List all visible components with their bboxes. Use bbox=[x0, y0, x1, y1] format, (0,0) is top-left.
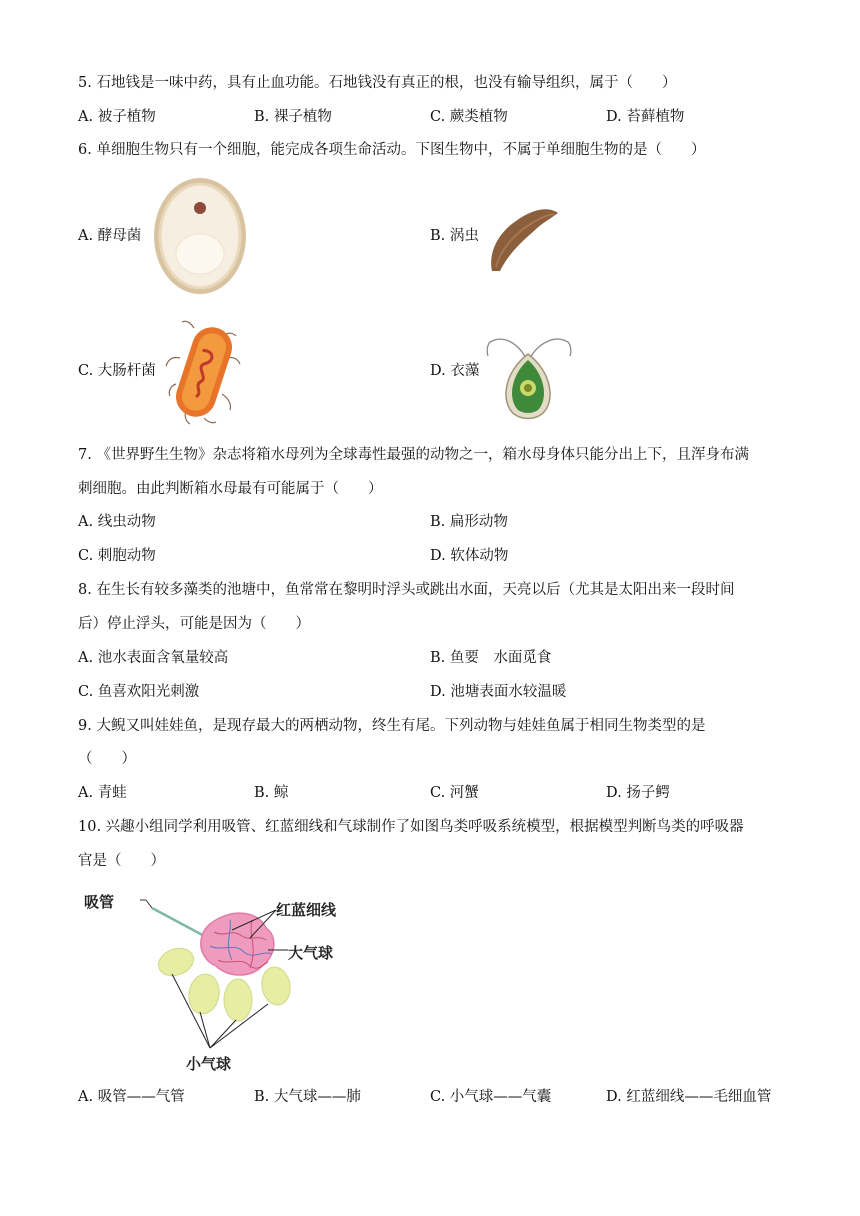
figure-label-straw: 吸管 bbox=[84, 893, 115, 911]
question-8-stem-line-1: 8. 在生长有较多藻类的池塘中，鱼常常在黎明时浮头或跳出水面，天亮以后（尤其是太阳出来一段时间 bbox=[78, 582, 735, 598]
question-7-stem-line-1: 7. 《世界野生生物》杂志将箱水母列为全球毒性最强的动物之一，箱水母身体只能分出上下，且浑身布满 bbox=[78, 447, 749, 463]
question-9-option-b[interactable]: B. 鲸 bbox=[254, 785, 289, 801]
question-5-option-c[interactable]: C. 蕨类植物 bbox=[430, 109, 508, 125]
question-8-option-d[interactable]: D. 池塘表面水较温暖 bbox=[430, 684, 567, 700]
question-5-option-d[interactable]: D. 苔藓植物 bbox=[606, 109, 685, 125]
question-6-option-b[interactable]: B. 涡虫 bbox=[430, 228, 479, 244]
question-10-option-b[interactable]: B. 大气球——肺 bbox=[254, 1089, 361, 1105]
question-8-option-c[interactable]: C. 鱼喜欢阳光刺激 bbox=[78, 684, 200, 700]
e-coli-image bbox=[164, 318, 244, 426]
question-5-stem: 5. 石地钱是一味中药，具有止血功能。石地钱没有真正的根，也没有输导组织，属于（ ） bbox=[78, 75, 677, 91]
chlamydomonas-image bbox=[484, 324, 574, 420]
question-6-stem: 6. 单细胞生物只有一个细胞，能完成各项生命活动。下图生物中，不属于单细胞生物的是（ ） bbox=[78, 142, 706, 158]
question-6-option-a[interactable]: A. 酵母菌 bbox=[78, 228, 142, 244]
question-9-option-a[interactable]: A. 青蛙 bbox=[78, 785, 127, 801]
yeast-cell-image bbox=[152, 176, 248, 296]
question-8-stem-line-2: 后）停止浮头，可能是因为（ ） bbox=[78, 616, 310, 632]
figure-label-big-balloon: 大气球 bbox=[288, 944, 334, 962]
question-7-option-d[interactable]: D. 软体动物 bbox=[430, 548, 509, 564]
question-10-option-a[interactable]: A. 吸管——气管 bbox=[78, 1089, 185, 1105]
question-6-option-d[interactable]: D. 衣藻 bbox=[430, 363, 480, 379]
question-9-stem-line-2: （ ） bbox=[78, 751, 136, 767]
question-7-stem-line-2: 刺细胞。由此判断箱水母最有可能属于（ ） bbox=[78, 481, 383, 497]
question-10-stem-line-1: 10. 兴趣小组同学利用吸管、红蓝细线和气球制作了如图鸟类呼吸系统模型，根据模型判断鸟类的呼吸器 bbox=[78, 819, 744, 835]
question-8-option-a[interactable]: A. 池水表面含氧量较高 bbox=[78, 650, 229, 666]
question-5-option-b[interactable]: B. 裸子植物 bbox=[254, 109, 332, 125]
question-10-option-c[interactable]: C. 小气球——气囊 bbox=[430, 1089, 552, 1105]
question-8-option-b[interactable]: B. 鱼要 水面觅食 bbox=[430, 650, 552, 666]
question-7-option-b[interactable]: B. 扁形动物 bbox=[430, 514, 508, 530]
question-7-option-c[interactable]: C. 刺胞动物 bbox=[78, 548, 156, 564]
figure-label-small-balloons: 小气球 bbox=[186, 1055, 232, 1073]
question-7-option-a[interactable]: A. 线虫动物 bbox=[78, 514, 156, 530]
question-10-option-d[interactable]: D. 红蓝细线——毛细血管 bbox=[606, 1089, 772, 1105]
question-10-stem-line-2: 官是（ ） bbox=[78, 853, 165, 869]
question-9-option-d[interactable]: D. 扬子鳄 bbox=[606, 785, 670, 801]
figure-label-red-blue-thread: 红蓝细线 bbox=[276, 901, 337, 919]
planarian-image bbox=[486, 203, 562, 275]
question-6-option-c[interactable]: C. 大肠杆菌 bbox=[78, 363, 156, 379]
question-9-option-c[interactable]: C. 河蟹 bbox=[430, 785, 479, 801]
question-9-stem-line-1: 9. 大鲵又叫娃娃鱼，是现存最大的两栖动物，终生有尾。下列动物与娃娃鱼属于相同生物类型的是 bbox=[78, 718, 706, 734]
question-5-option-a[interactable]: A. 被子植物 bbox=[78, 109, 156, 125]
